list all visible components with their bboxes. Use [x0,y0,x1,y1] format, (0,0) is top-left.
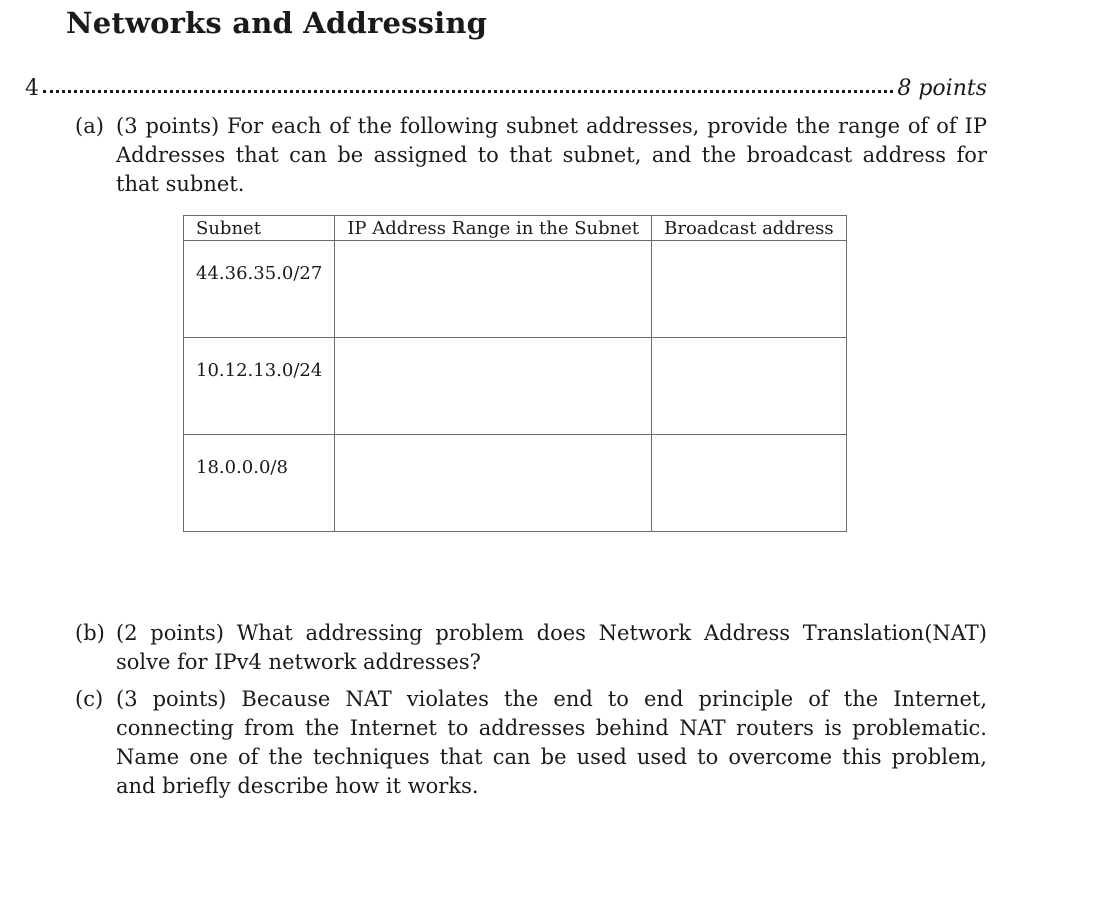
part-c-text: (3 points) Because NAT violates the end to end principle of the Internet, connecting from the Internet to addresses behind NAT routers is problematic. Name one of the techniques that can be used used to overcome this problem, and briefly describe how it works. [116,687,987,798]
broadcast-answer-cell[interactable] [652,338,846,435]
subnet-cell: 10.12.13.0/24 [184,338,335,435]
broadcast-answer-cell[interactable] [652,435,846,532]
ip-range-answer-cell[interactable] [335,338,652,435]
problem-points: 8 points [897,76,987,101]
header-broadcast: Broadcast address [652,216,846,241]
section-title: Networks and Addressing [66,6,488,40]
problem-number: 4 [25,76,39,101]
part-b [75,619,987,677]
dot-leader [43,89,893,93]
part-a-label: (a) [75,114,104,138]
part-a [75,112,987,199]
subnet-cell: 44.36.35.0/27 [184,241,335,338]
part-a-text: (3 points) For each of the following subnet addresses, provide the range of of IP Addresses that can be assigned to that subnet, and the broadcast address for that subnet. [116,114,987,196]
table-row [184,435,847,532]
table-row [184,241,847,338]
part-c [75,685,987,801]
header-subnet: Subnet [184,216,335,241]
part-c-label: (c) [75,687,104,711]
subnet-table [183,215,847,532]
part-b-label: (b) [75,621,105,645]
problem-header [25,76,987,101]
header-ip-range: IP Address Range in the Subnet [335,216,652,241]
subnet-cell: 18.0.0.0/8 [184,435,335,532]
table-row [184,338,847,435]
part-b-text: (2 points) What addressing problem does Network Address Translation(NAT) solve for IPv4 network addresses? [116,621,987,674]
table-header-row [184,216,847,241]
ip-range-answer-cell[interactable] [335,241,652,338]
ip-range-answer-cell[interactable] [335,435,652,532]
broadcast-answer-cell[interactable] [652,241,846,338]
